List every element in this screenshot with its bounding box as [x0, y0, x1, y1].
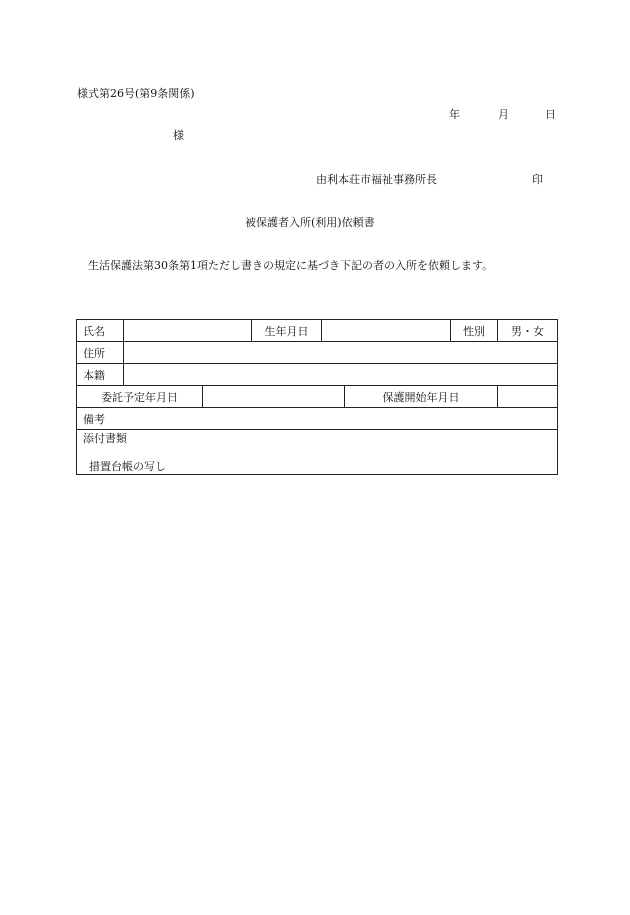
- name-value-cell[interactable]: [124, 320, 252, 342]
- form-number: 様式第26号(第9条関係): [77, 87, 195, 100]
- attachment-item: 措置台帳の写し: [89, 460, 166, 473]
- table-row: [77, 430, 558, 475]
- table-row: [77, 386, 558, 408]
- birthdate-label: 生年月日: [252, 320, 322, 342]
- gender-label: 性別: [451, 320, 498, 342]
- address-label: 住所: [77, 342, 124, 364]
- remarks-label: 備考: [83, 412, 105, 426]
- table-row: [77, 364, 558, 386]
- name-label: 氏名: [77, 320, 124, 342]
- remarks-cell[interactable]: [77, 408, 558, 430]
- protection-start-value-cell[interactable]: [498, 386, 558, 408]
- document-title: 被保護者入所(利用)依頼書: [245, 216, 375, 229]
- protection-start-label: 保護開始年月日: [345, 386, 498, 408]
- commission-date-label: 委託予定年月日: [77, 386, 203, 408]
- table-row: [77, 408, 558, 430]
- addressee-suffix: 様: [173, 129, 184, 142]
- date-month-label: 月: [498, 108, 509, 121]
- address-value-cell[interactable]: [124, 342, 558, 364]
- seal-mark: 印: [532, 173, 543, 186]
- request-form-table: [76, 319, 558, 475]
- domicile-label: 本籍: [77, 364, 124, 386]
- date-year-label: 年: [449, 108, 460, 121]
- gender-options[interactable]: 男・女: [498, 320, 558, 342]
- birthdate-value-cell[interactable]: [322, 320, 451, 342]
- attachments-label: 添付書類: [83, 432, 127, 445]
- date-day-label: 日: [545, 108, 556, 121]
- table-row: [77, 342, 558, 364]
- body-text: 生活保護法第30条第1項ただし書きの規定に基づき下記の者の入所を依頼します。: [88, 259, 494, 272]
- issuer: 由利本荘市福祉事務所長: [316, 173, 437, 186]
- domicile-value-cell[interactable]: [124, 364, 558, 386]
- table-row: [77, 320, 558, 342]
- commission-date-value-cell[interactable]: [203, 386, 345, 408]
- attachments-cell[interactable]: [77, 430, 558, 475]
